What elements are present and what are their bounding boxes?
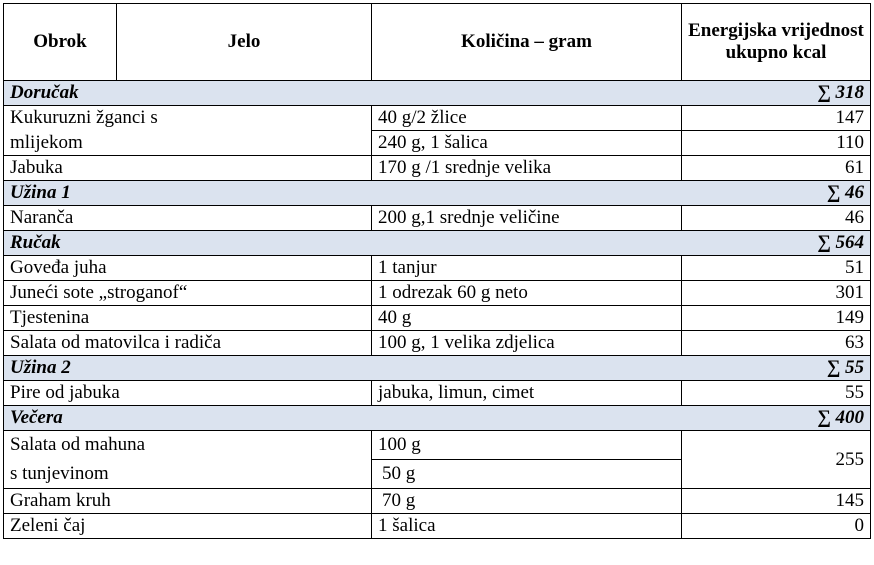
dish-cell: Pire od jabuka (4, 381, 372, 406)
section-cell (4, 406, 871, 431)
dish-cell: Jabuka (4, 156, 372, 181)
kcal-cell: 110 (682, 131, 871, 156)
quantity-cell: 70 g (372, 489, 682, 514)
table-row (4, 131, 871, 156)
section-name: Doručak (10, 82, 79, 103)
kcal-cell: 147 (682, 106, 871, 131)
kcal-cell: 46 (682, 206, 871, 231)
table-row (4, 489, 871, 514)
dish-cell: Zeleni čaj (4, 514, 372, 539)
kcal-cell: 63 (682, 331, 871, 356)
kcal-cell: 51 (682, 256, 871, 281)
section-total: ∑ 400 (817, 407, 864, 428)
dish-cell: s tunjevinom (4, 460, 372, 489)
quantity-cell: 240 g, 1 šalica (372, 131, 682, 156)
section-total: ∑ 564 (817, 232, 864, 253)
section-row-lunch (4, 231, 871, 256)
quantity-cell: 170 g /1 srednje velika (372, 156, 682, 181)
quantity-cell: 40 g/2 žlice (372, 106, 682, 131)
section-cell (4, 356, 871, 381)
table-row (4, 106, 871, 131)
section-cell (4, 231, 871, 256)
table-row (4, 256, 871, 281)
dish-cell: Juneći sote „stroganof“ (4, 281, 372, 306)
quantity-cell: jabuka, limun, cimet (372, 381, 682, 406)
dish-cell: Salata od mahuna (4, 431, 372, 460)
section-name: Večera (10, 407, 63, 428)
kcal-cell: 61 (682, 156, 871, 181)
kcal-cell: 145 (682, 489, 871, 514)
table-row (4, 431, 871, 460)
table-row (4, 206, 871, 231)
quantity-cell: 1 šalica (372, 514, 682, 539)
table-header-row (4, 4, 871, 81)
quantity-cell: 40 g (372, 306, 682, 331)
section-name: Ručak (10, 232, 61, 253)
dish-cell: Naranča (4, 206, 372, 231)
table-row (4, 514, 871, 539)
section-name: Užina 2 (10, 357, 71, 378)
section-row-snack-2 (4, 356, 871, 381)
kcal-cell: 149 (682, 306, 871, 331)
section-total: ∑ 55 (826, 357, 864, 378)
header-dish: Jelo (117, 4, 372, 81)
table-row (4, 156, 871, 181)
quantity-cell: 1 odrezak 60 g neto (372, 281, 682, 306)
table-row (4, 381, 871, 406)
header-quantity: Količina – gram (372, 4, 682, 81)
quantity-cell: 100 g (372, 431, 682, 460)
dish-cell: mlijekom (4, 131, 372, 156)
dish-cell: Graham kruh (4, 489, 372, 514)
dish-cell: Salata od matovilca i radiča (4, 331, 372, 356)
meal-plan-table (3, 3, 871, 539)
dish-cell: Kukuruzni žganci s (4, 106, 372, 131)
section-row-dinner (4, 406, 871, 431)
kcal-cell: 255 (682, 431, 871, 489)
section-total: ∑ 46 (826, 182, 864, 203)
header-meal: Obrok (4, 4, 117, 81)
dish-cell: Goveđa juha (4, 256, 372, 281)
quantity-cell: 100 g, 1 velika zdjelica (372, 331, 682, 356)
section-cell (4, 181, 871, 206)
kcal-cell: 0 (682, 514, 871, 539)
header-energy: Energijska vrijednost ukupno kcal (682, 4, 871, 81)
table-row (4, 306, 871, 331)
section-name: Užina 1 (10, 182, 71, 203)
kcal-cell: 55 (682, 381, 871, 406)
quantity-cell: 50 g (372, 460, 682, 489)
section-row-snack-1 (4, 181, 871, 206)
quantity-cell: 200 g,1 srednje veličine (372, 206, 682, 231)
section-row-breakfast (4, 81, 871, 106)
table-row (4, 281, 871, 306)
dish-cell: Tjestenina (4, 306, 372, 331)
kcal-cell: 301 (682, 281, 871, 306)
section-cell (4, 81, 871, 106)
section-total: ∑ 318 (817, 82, 864, 103)
table-row (4, 331, 871, 356)
quantity-cell: 1 tanjur (372, 256, 682, 281)
